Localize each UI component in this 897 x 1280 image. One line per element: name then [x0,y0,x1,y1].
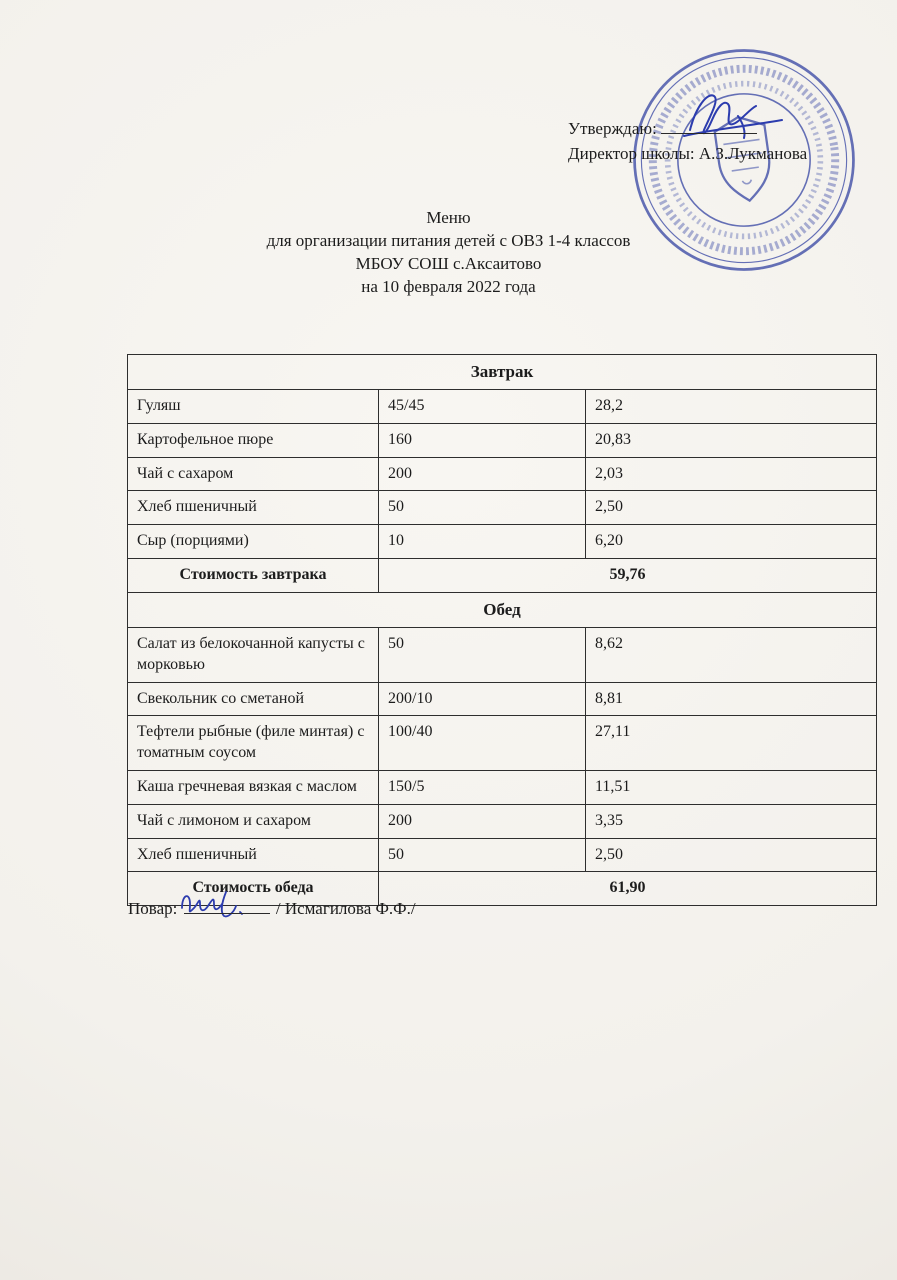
table-row [128,423,877,457]
dish-portion: 200 [379,804,586,838]
dish-price: 2,50 [586,491,877,525]
lunch-total-value: 61,90 [379,872,877,906]
table-row [128,491,877,525]
dish-price: 11,51 [586,770,877,804]
dish-portion: 100/40 [379,716,586,771]
dish-price: 8,81 [586,682,877,716]
cook-signature-line [184,899,270,914]
dish-price: 6,20 [586,525,877,559]
dish-price: 2,03 [586,457,877,491]
dish-portion: 50 [379,491,586,525]
dish-portion: 50 [379,838,586,872]
breakfast-total-value: 59,76 [379,559,877,593]
document-title [0,206,897,298]
dish-price: 2,50 [586,838,877,872]
title-line-1: Меню [426,208,471,227]
lunch-header: Обед [128,592,877,627]
lunch-header-row [128,592,877,627]
menu-table [127,354,877,906]
dish-name: Гуляш [128,390,379,424]
table-row [128,525,877,559]
table-row [128,682,877,716]
dish-portion: 50 [379,627,586,682]
dish-price: 27,11 [586,716,877,771]
cook-name: / Исмагилова Ф.Ф./ [275,899,416,918]
dish-name: Салат из белокочанной капусты с морковью [128,627,379,682]
dish-name: Тефтели рыбные (филе минтая) с томатным соусом [128,716,379,771]
breakfast-header-row [128,355,877,390]
approval-block [568,116,807,166]
table-row [128,838,877,872]
breakfast-total-label: Стоимость завтрака [128,559,379,593]
table-row [128,390,877,424]
dish-portion: 200/10 [379,682,586,716]
dish-portion: 45/45 [379,390,586,424]
approve-label: Утверждаю: [568,119,657,138]
dish-name: Хлеб пшеничный [128,491,379,525]
dish-name: Свекольник со сметаной [128,682,379,716]
dish-name: Чай с лимоном и сахаром [128,804,379,838]
dish-portion: 150/5 [379,770,586,804]
dish-name: Хлеб пшеничный [128,838,379,872]
cook-label: Повар: [128,899,178,918]
title-line-4: на 10 февраля 2022 года [361,277,536,296]
dish-price: 20,83 [586,423,877,457]
lunch-total-label: Стоимость обеда [128,872,379,906]
table-row [128,770,877,804]
breakfast-total-row [128,559,877,593]
dish-name: Каша гречневая вязкая с маслом [128,770,379,804]
dish-price: 3,35 [586,804,877,838]
dish-name: Картофельное пюре [128,423,379,457]
dish-name: Чай с сахаром [128,457,379,491]
signature-line [661,119,757,134]
dish-name: Сыр (порциями) [128,525,379,559]
director-line: Директор школы: А.З.Лукманова [568,144,808,163]
title-line-2: для организации питания детей с ОВЗ 1-4 классов [266,231,631,250]
title-line-3: МБОУ СОШ с.Аксаитово [355,254,542,273]
cook-line [128,897,416,921]
table-row [128,627,877,682]
breakfast-header: Завтрак [128,355,877,390]
dish-price: 28,2 [586,390,877,424]
table-row [128,457,877,491]
dish-portion: 10 [379,525,586,559]
approve-line [568,116,807,141]
dish-portion: 200 [379,457,586,491]
table-row [128,804,877,838]
dish-price: 8,62 [586,627,877,682]
table-row [128,716,877,771]
dish-portion: 160 [379,423,586,457]
